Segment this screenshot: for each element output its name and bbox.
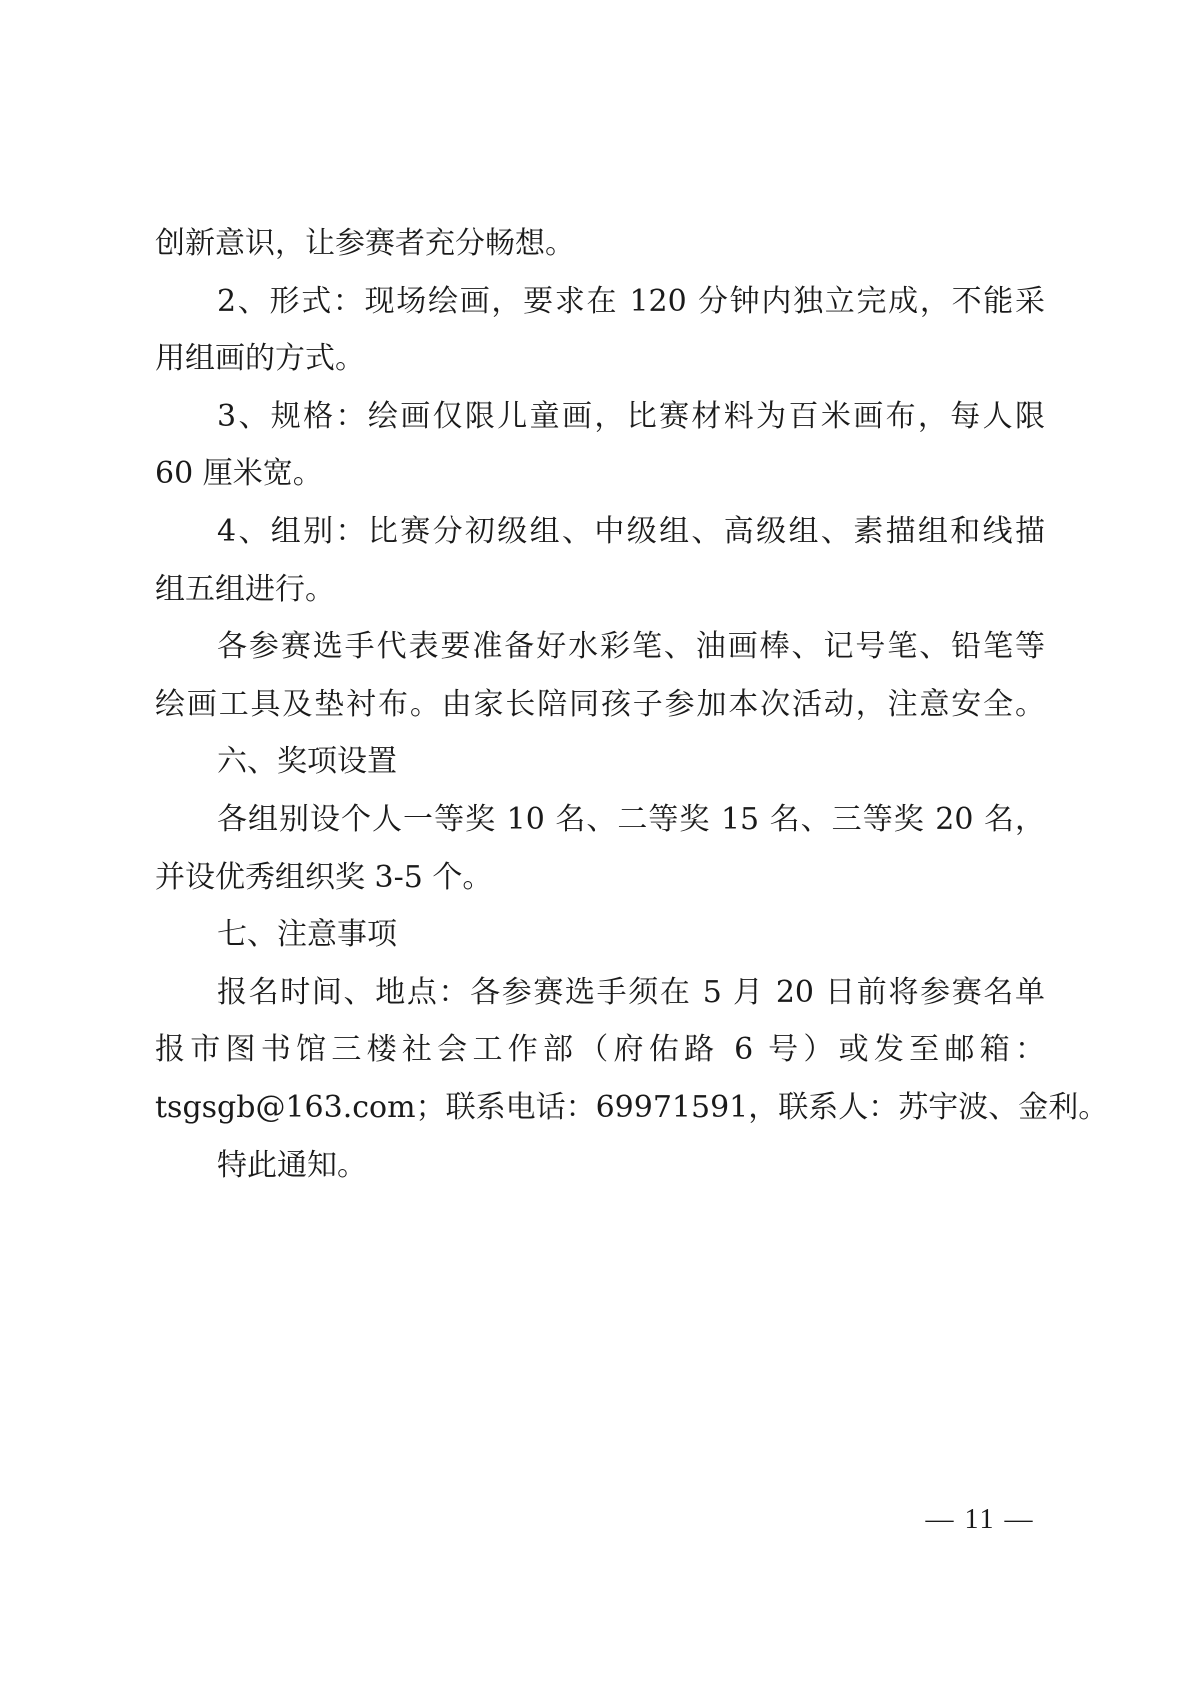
- body-text: [155, 215, 1109, 1194]
- paragraph-line: 3、规格：绘画仅限儿童画，比赛材料为百米画布，每人限: [217, 398, 1045, 434]
- paragraph-line: 4、组别：比赛分初级组、中级组、高级组、素描组和线描: [217, 513, 1045, 549]
- paragraph-line: 各参赛选手代表要准备好水彩笔、油画棒、记号笔、铅笔等: [217, 629, 1045, 665]
- paragraph-line: 创新意识，让参赛者充分畅想。: [155, 226, 575, 261]
- paragraph-line: 组五组进行。: [155, 571, 335, 607]
- page-number: — 11 —: [925, 1504, 1035, 1535]
- paragraph-line: 各组别设个人一等奖 10 名、二等奖 15 名、三等奖 20 名，: [217, 801, 1045, 837]
- section-heading: 七、注意事项: [217, 917, 397, 953]
- closing-line: 特此通知。: [217, 1147, 367, 1183]
- paragraph-line: tsgsgb@163.com；联系电话：69971591，联系人：苏宇波、金利。: [155, 1089, 1109, 1125]
- paragraph-line: 报名时间、地点：各参赛选手须在 5 月 20 日前将参赛名单: [217, 974, 1045, 1010]
- paragraph-line: 60 厘米宽。: [155, 456, 323, 492]
- paragraph-line: 用组画的方式。: [155, 341, 365, 377]
- section-heading: 六、奖项设置: [217, 744, 397, 780]
- paragraph-line: 绘画工具及垫衬布。由家长陪同孩子参加本次活动，注意安全。: [155, 686, 1045, 722]
- paragraph-line: 报市图书馆三楼社会工作部（府佑路 6 号）或发至邮箱：: [155, 1032, 1045, 1068]
- paragraph-line: 2、形式：现场绘画，要求在 120 分钟内独立完成，不能采: [217, 283, 1045, 319]
- paragraph-line: 并设优秀组织奖 3-5 个。: [155, 859, 493, 895]
